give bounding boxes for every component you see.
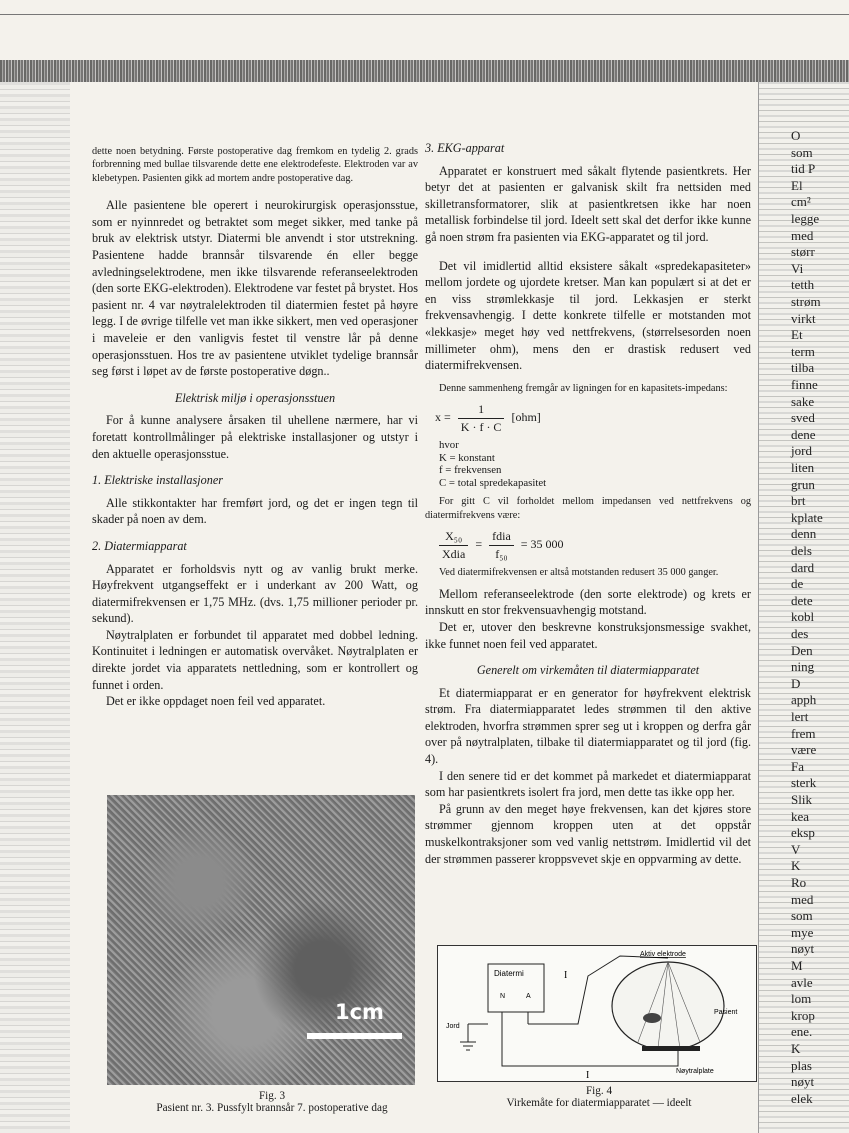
margin-fragment: dels: [791, 543, 812, 558]
margin-fragment: elek: [791, 1090, 813, 1106]
margin-fragment: kobl: [791, 609, 815, 625]
margin-fragment: virkt: [791, 310, 816, 326]
margin-fragment: krop: [791, 1007, 815, 1023]
figure-4-svg: [438, 946, 756, 1081]
paragraph: Nøytralplaten er forbundet til apparatet med dobbel ledning. Kontinuitet i ledningen er automatisk overvåket. Nøytralplaten er direkte jordet via apparatets nettledning, som er kontrollert og funnet i orden.: [92, 627, 418, 692]
margin-fragment: jord: [791, 443, 812, 459]
paragraph: På grunn av den meget høye frekvensen, kan det kjøres store strømmer gjennom kroppen uten at det oppstår muskelkontraksjoner som ved vanlig nettstrøm. Imidlertid vil det der strømmen passerer kroppsvevet skje en oppvarming av dette.: [425, 801, 751, 866]
margin-fragment: Vi: [791, 260, 804, 276]
ratio-denominator: f₅₀: [495, 546, 508, 561]
ground-label: Jord: [446, 1023, 460, 1030]
small-paragraph: Ved diatermifrekvensen er altså motstanden redusert 35 000 ganger.: [439, 567, 719, 579]
margin-fragment: El: [791, 177, 803, 193]
patient-body: [612, 962, 724, 1050]
figure-4-title: Fig. 4: [585, 1085, 613, 1097]
margin-fragment: lert: [791, 709, 809, 724]
scale-label: 1cm: [335, 1000, 384, 1024]
margin-fragment: finne: [791, 377, 818, 392]
figure-3-photo: [107, 795, 415, 1085]
margin-fragment: sterk: [791, 775, 817, 791]
paragraph: Et diatermiapparat er en generator for høyfrekvent elektrisk strøm. Fra diatermiapparatet ledes strømmen til den aktive elektroden, hvorfra strømmen sprer seg ut i kroppen og derfra går over på nøytralplaten, tilbake til diatermiapparatet og til jord (fig. 4).: [425, 685, 751, 767]
formula-definitions: [439, 439, 751, 489]
paragraph: Apparatet er konstruert med såkalt flytende pasientkrets. Her betyr det at pasienten er galvanisk skilt fra nettsiden med skilletransformatorer, slik at pasientkretsen ikke har noen metallisk forbindelse til jord. Ideelt sett skal det derfor ikke kunne gå noen strøm fra pasienten via EKG-apparatet og til jord.: [425, 163, 751, 244]
margin-fragment: Ro: [791, 875, 807, 890]
scan-header-band: [0, 60, 849, 82]
margin-fragment: som: [791, 144, 813, 160]
current-label-top: I: [564, 970, 568, 981]
margin-fragment: Et: [791, 327, 803, 343]
definition-k: K = konstant: [439, 451, 495, 464]
margin-fragment: avle: [791, 974, 813, 990]
small-paragraph: Denne sammenheng fremgår av ligningen for en kapasitets-impedans:: [439, 382, 728, 394]
scan-left-edge: [0, 82, 70, 1133]
margin-fragment: dete: [791, 592, 813, 608]
margin-fragment: nøyt: [791, 941, 815, 957]
ratio-fraction-right: [489, 528, 514, 562]
margin-fragment: dard: [791, 559, 815, 575]
margin-fragment: denn: [791, 526, 817, 542]
neutral-plate: [642, 1046, 700, 1051]
patient-label: Pasient: [714, 1009, 738, 1016]
ratio-numerator: X₅₀: [439, 528, 468, 546]
margin-fragment: kplate: [791, 509, 823, 525]
margin-fragment: Den: [791, 642, 813, 658]
margin-fragment: sved: [791, 410, 815, 426]
margin-fragment: des: [791, 626, 809, 641]
margin-fragment: term: [791, 343, 815, 359]
small-paragraph: For gitt C vil forholdet mellom impedansen ved nettfrekvens og diatermifrekvens være:: [425, 496, 751, 521]
paragraph: Det er, utover den beskrevne konstruksjonsmessige svakhet, ikke funnet noen feil ved apparatet.: [425, 619, 751, 651]
ratio-fraction-left: [439, 528, 468, 562]
paragraph: Mellom referanseelektrode (den sorte elektrode) og krets er innskutt en stor frekvensuavhengig motstand.: [425, 586, 751, 618]
margin-fragment: apph: [791, 692, 817, 708]
margin-fragment: med: [791, 227, 814, 243]
margin-fragment: D: [791, 675, 801, 691]
paragraph: Apparatet er forholdsvis nytt og av vanlig brukt merke. Høyfrekvent utgangseffekt er i underkant av 200 Watt, og diatermifrekvensen er 1,75 MHz. (dvs. 1,75 millioner perioder pr. sekund).: [92, 561, 418, 626]
margin-fragment: sake: [791, 393, 815, 409]
margin-fragment: brt: [791, 493, 806, 509]
paragraph: Alle pasientene ble operert i neurokirurgisk operasjonsstue, som er nyinnredet og betraktet som meget sikker, med tanke på bruk av elektrisk utstyr. Diatermi ble anvendt i stor utstrekning. Pasientene hadde brannsår tilsvarende én eller begge avledningselektrodene, men ikke tilsvarende referanseelektroden (den sorte EKG-elektroden). Elektrodene var festet på brystet. Hos pasient nr. 4 var nøytralelektroden til diatermien festet på høyre legg. I de øvrige tilfelle vet man ikke sikkert, men ved operasjoner i maveleie er den vanligvis festet til venstre lår på denne operasjonsstuen. Hos tre av pasientene utviklet tydelige brannsår seg først i løpet av de første postoperative døgn..: [92, 198, 418, 379]
section-heading: Elektrisk miljø i operasjonsstuen: [174, 390, 336, 405]
margin-fragment: cm²: [791, 194, 811, 210]
margin-fragment: de: [791, 576, 804, 592]
figure-4-diagram: [437, 945, 757, 1082]
margin-fragment: tid P: [791, 161, 816, 177]
return-wire: [502, 1050, 678, 1066]
margin-fragment: K: [791, 1041, 801, 1056]
intro-paragraph: dette noen betydning. Første postoperative dag fremkom en tydelig 2. grads forbrenning med bullae tilsvarende dette ene elektrodefeste. Elektroden var av klebetypen. Pasienten gikk ad mortem andre postoperative dag.: [92, 146, 418, 184]
formula-numerator: 1: [458, 401, 505, 419]
definition-f: f = frekvensen: [439, 464, 502, 477]
margin-fragment: strøm: [791, 294, 821, 309]
margin-fragment: være: [791, 742, 817, 758]
margin-fragment: plas: [791, 1057, 812, 1073]
diathermy-label: Diatermi: [494, 969, 524, 978]
left-column: [92, 145, 418, 710]
section-heading: Generelt om virkemåten til diatermiapparatet: [476, 663, 700, 678]
margin-fragment: grun: [791, 476, 815, 492]
paragraph: Alle stikkontakter har fremført jord, og det er ingen tegn til skader på noen av dem.: [92, 495, 418, 527]
margin-fragment: med: [791, 891, 814, 907]
margin-fragment: mye: [791, 924, 814, 940]
neutral-plate-label: Nøytralplate: [676, 1068, 714, 1075]
margin-fragment: lom: [791, 991, 812, 1007]
figure-3-title: Fig. 3: [258, 1090, 286, 1102]
right-column: [425, 140, 751, 867]
formula-unit: [ohm]: [511, 409, 541, 424]
ratio-result: = 35 000: [520, 536, 564, 551]
margin-fragment: Slik: [791, 792, 812, 807]
terminal-a: A: [526, 993, 531, 1000]
ratio-denominator: Xdia: [442, 546, 466, 561]
impedance-formula: [435, 401, 751, 435]
wound-mark: [643, 1013, 661, 1023]
margin-fragment: dene: [791, 426, 816, 442]
margin-fragment: størr: [791, 244, 815, 260]
active-electrode-label: Aktiv elektrode: [640, 951, 686, 958]
margin-fragment: Fa: [791, 758, 804, 774]
paragraph: Det vil imidlertid alltid eksistere såkalt «spredekapasiteter» mellom jordete og ujordete kretser. Man kan populært si at det er en viss strømlekkasje til jord. Lekkasjen er sterkt frekvensavhengig. I dette konkrete tilfelle er motstanden mot «lekkasje» meget høy ved nettfrekvens, (størrelsesorden noen millimeter ohm), mens den er drastisk redusert ved diatermifrekvensen.: [425, 258, 751, 373]
figure-4-caption: [440, 1085, 758, 1109]
figure-4-text: Virkemåte for diatermiapparatet — ideelt: [506, 1097, 692, 1109]
formula-denominator: K · f · C: [460, 419, 502, 434]
equals-sign: =: [475, 536, 483, 551]
margin-fragment: eksp: [791, 825, 815, 841]
margin-fragment: frem: [791, 725, 816, 741]
margin-fragment: nøyt: [791, 1074, 815, 1090]
figure-3-caption: [107, 1090, 437, 1114]
scale-bar: [307, 1033, 402, 1039]
margin-fragment: legge: [791, 211, 820, 226]
margin-fragment: ning: [791, 659, 815, 675]
terminal-n: N: [500, 993, 506, 1000]
margin-fragment: tilba: [791, 360, 815, 376]
ratio-numerator: fdia: [489, 528, 514, 546]
margin-fragment: som: [791, 908, 813, 924]
margin-fragment: M: [791, 958, 803, 973]
ratio-formula: [435, 528, 751, 562]
margin-fragment: V: [791, 841, 801, 857]
current-label-bottom: I: [586, 1070, 590, 1081]
formula-fraction: [458, 401, 505, 435]
paragraph: I den senere tid er det kommet på markedet et diatermiapparat som har pasientkrets isolert fra jord, men dette tas ikke opp her.: [425, 768, 751, 800]
margin-fragment: kea: [791, 808, 810, 824]
margin-fragment: liten: [791, 460, 815, 475]
margin-fragment: K: [791, 858, 801, 874]
subsection-heading: 2. Diatermiapparat: [92, 538, 187, 553]
top-rule: [0, 14, 849, 15]
figure-3-text: Pasient nr. 3. Pussfylt brannsår 7. postoperative dag: [156, 1102, 388, 1114]
adjacent-page-edge: [758, 82, 849, 1133]
margin-fragment: tetth: [791, 277, 815, 293]
margin-fragment: ene.: [791, 1024, 813, 1040]
definition-hvor: hvor: [439, 439, 459, 452]
paragraph: For å kunne analysere årsaken til uhellene nærmere, har vi foretatt kontrollmålinger på elektriske installasjoner og utstyr i den aktuelle operasjonsstue.: [92, 413, 418, 461]
paragraph: Det er ikke oppdaget noen feil ved apparatet.: [106, 694, 326, 709]
subsection-heading: 3. EKG-apparat: [425, 141, 505, 155]
subsection-heading: 1. Elektriske installasjoner: [92, 473, 223, 488]
definition-c: C = total spredekapasitet: [439, 476, 547, 489]
formula-lhs: x =: [435, 409, 451, 424]
margin-fragment: O: [791, 128, 801, 143]
